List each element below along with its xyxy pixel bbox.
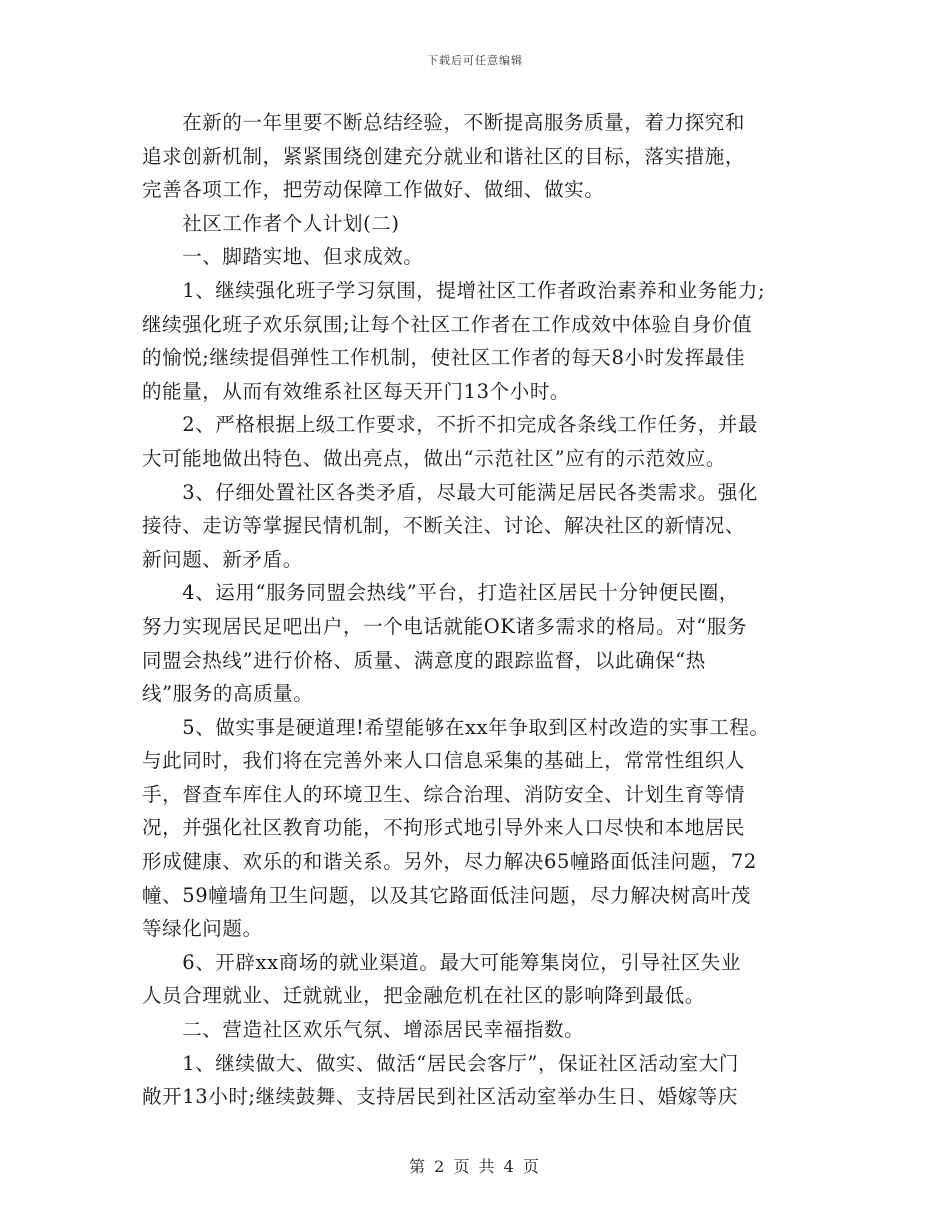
text-line: 努力实现居民足吧出户，一个电话就能OK诸多需求的格局。对“服务 [142, 614, 748, 638]
text-line: 手，督查车库住人的环境卫生、综合治理、消防安全、计划生育等情 [142, 782, 746, 806]
text-line: 一、脚踏实地、但求成效。 [142, 245, 424, 269]
text-line: 5、做实事是硬道理!希望能够在xx年争取到区村改造的实事工程。 [142, 715, 770, 739]
text-line: 1、继续强化班子学习氛围，提增社区工作者政治素养和业务能力; [142, 278, 766, 302]
text-line: 形成健康、欢乐的和谐关系。另外，尽力解决65幢路面低洼问题，72 [142, 850, 757, 874]
text-line: 等绿化问题。 [142, 917, 263, 941]
text-line: 在新的一年里要不断总结经验，不断提高服务质量，着力探究和 [142, 111, 746, 134]
text-line: 二、营造社区欢乐气氛、增添居民幸福指数。 [142, 1018, 585, 1042]
text-line: 2、严格根据上级工作要求，不折不扣完成各条线工作任务，并最 [142, 413, 759, 437]
text-line: 与此同时，我们将在完善外来人口信息采集的基础上，常常性组织人 [142, 749, 746, 773]
text-line: 4、运用“服务同盟会热线”平台，打造社区居民十分钟便民圈， [142, 581, 739, 605]
text-line: 同盟会热线”进行价格、质量、满意度的跟踪监督，以此确保“热 [142, 648, 706, 672]
text-line: 追求创新机制，紧紧围绕创建充分就业和谐社区的目标，落实措施， [142, 144, 746, 168]
text-line: 接待、走访等掌握民情机制，不断关注、讨论、解决社区的新情况、 [142, 514, 746, 538]
text-line: 况，并强化社区教育功能，不拘形式地引导外来人口尽快和本地居民 [142, 816, 746, 840]
text-line: 幢、59幢墙角卫生问题，以及其它路面低洼问题，尽力解决树高叶茂 [142, 883, 751, 907]
text-line: 3、仔细处置社区各类矛盾，尽最大可能满足居民各类需求。强化 [142, 480, 759, 504]
text-line: 新问题、新矛盾。 [142, 547, 303, 571]
text-line: 敞开13小时;继续鼓舞、支持居民到社区活动室举办生日、婚嫁等庆 [142, 1085, 738, 1109]
text-line: 完善各项工作，把劳动保障工作做好、做细、做实。 [142, 178, 605, 202]
page-footer: 第 2 页 共 4 页 [409, 1157, 541, 1176]
text-line: 大可能地做出特色、做出亮点，做出“示范社区”应有的示范效应。 [142, 446, 726, 470]
text-line: 6、开辟xx商场的就业渠道。最大可能筹集岗位，引导社区失业 [142, 950, 742, 974]
text-line: 的愉悦;继续提倡弹性工作机制，使社区工作者的每天8小时发挥最佳 [142, 346, 746, 370]
text-line: 人员合理就业、迁就就业，把金融危机在社区的影响降到最低。 [142, 984, 705, 1008]
text-line: 线”服务的高质量。 [142, 682, 314, 706]
text-line: 1、继续做大、做实、做活“居民会客厅”，保证社区活动室大门 [142, 1051, 739, 1075]
page-header: 下载后可任意编辑 [427, 54, 523, 67]
text-line: 的能量，从而有效维系社区每天开门13个小时。 [142, 379, 571, 403]
document-body [142, 106, 822, 1114]
text-line: 社区工作者个人计划(二) [142, 211, 400, 235]
text-line: 继续强化班子欢乐氛围;让每个社区工作者在工作成效中体验自身价值 [142, 312, 753, 336]
